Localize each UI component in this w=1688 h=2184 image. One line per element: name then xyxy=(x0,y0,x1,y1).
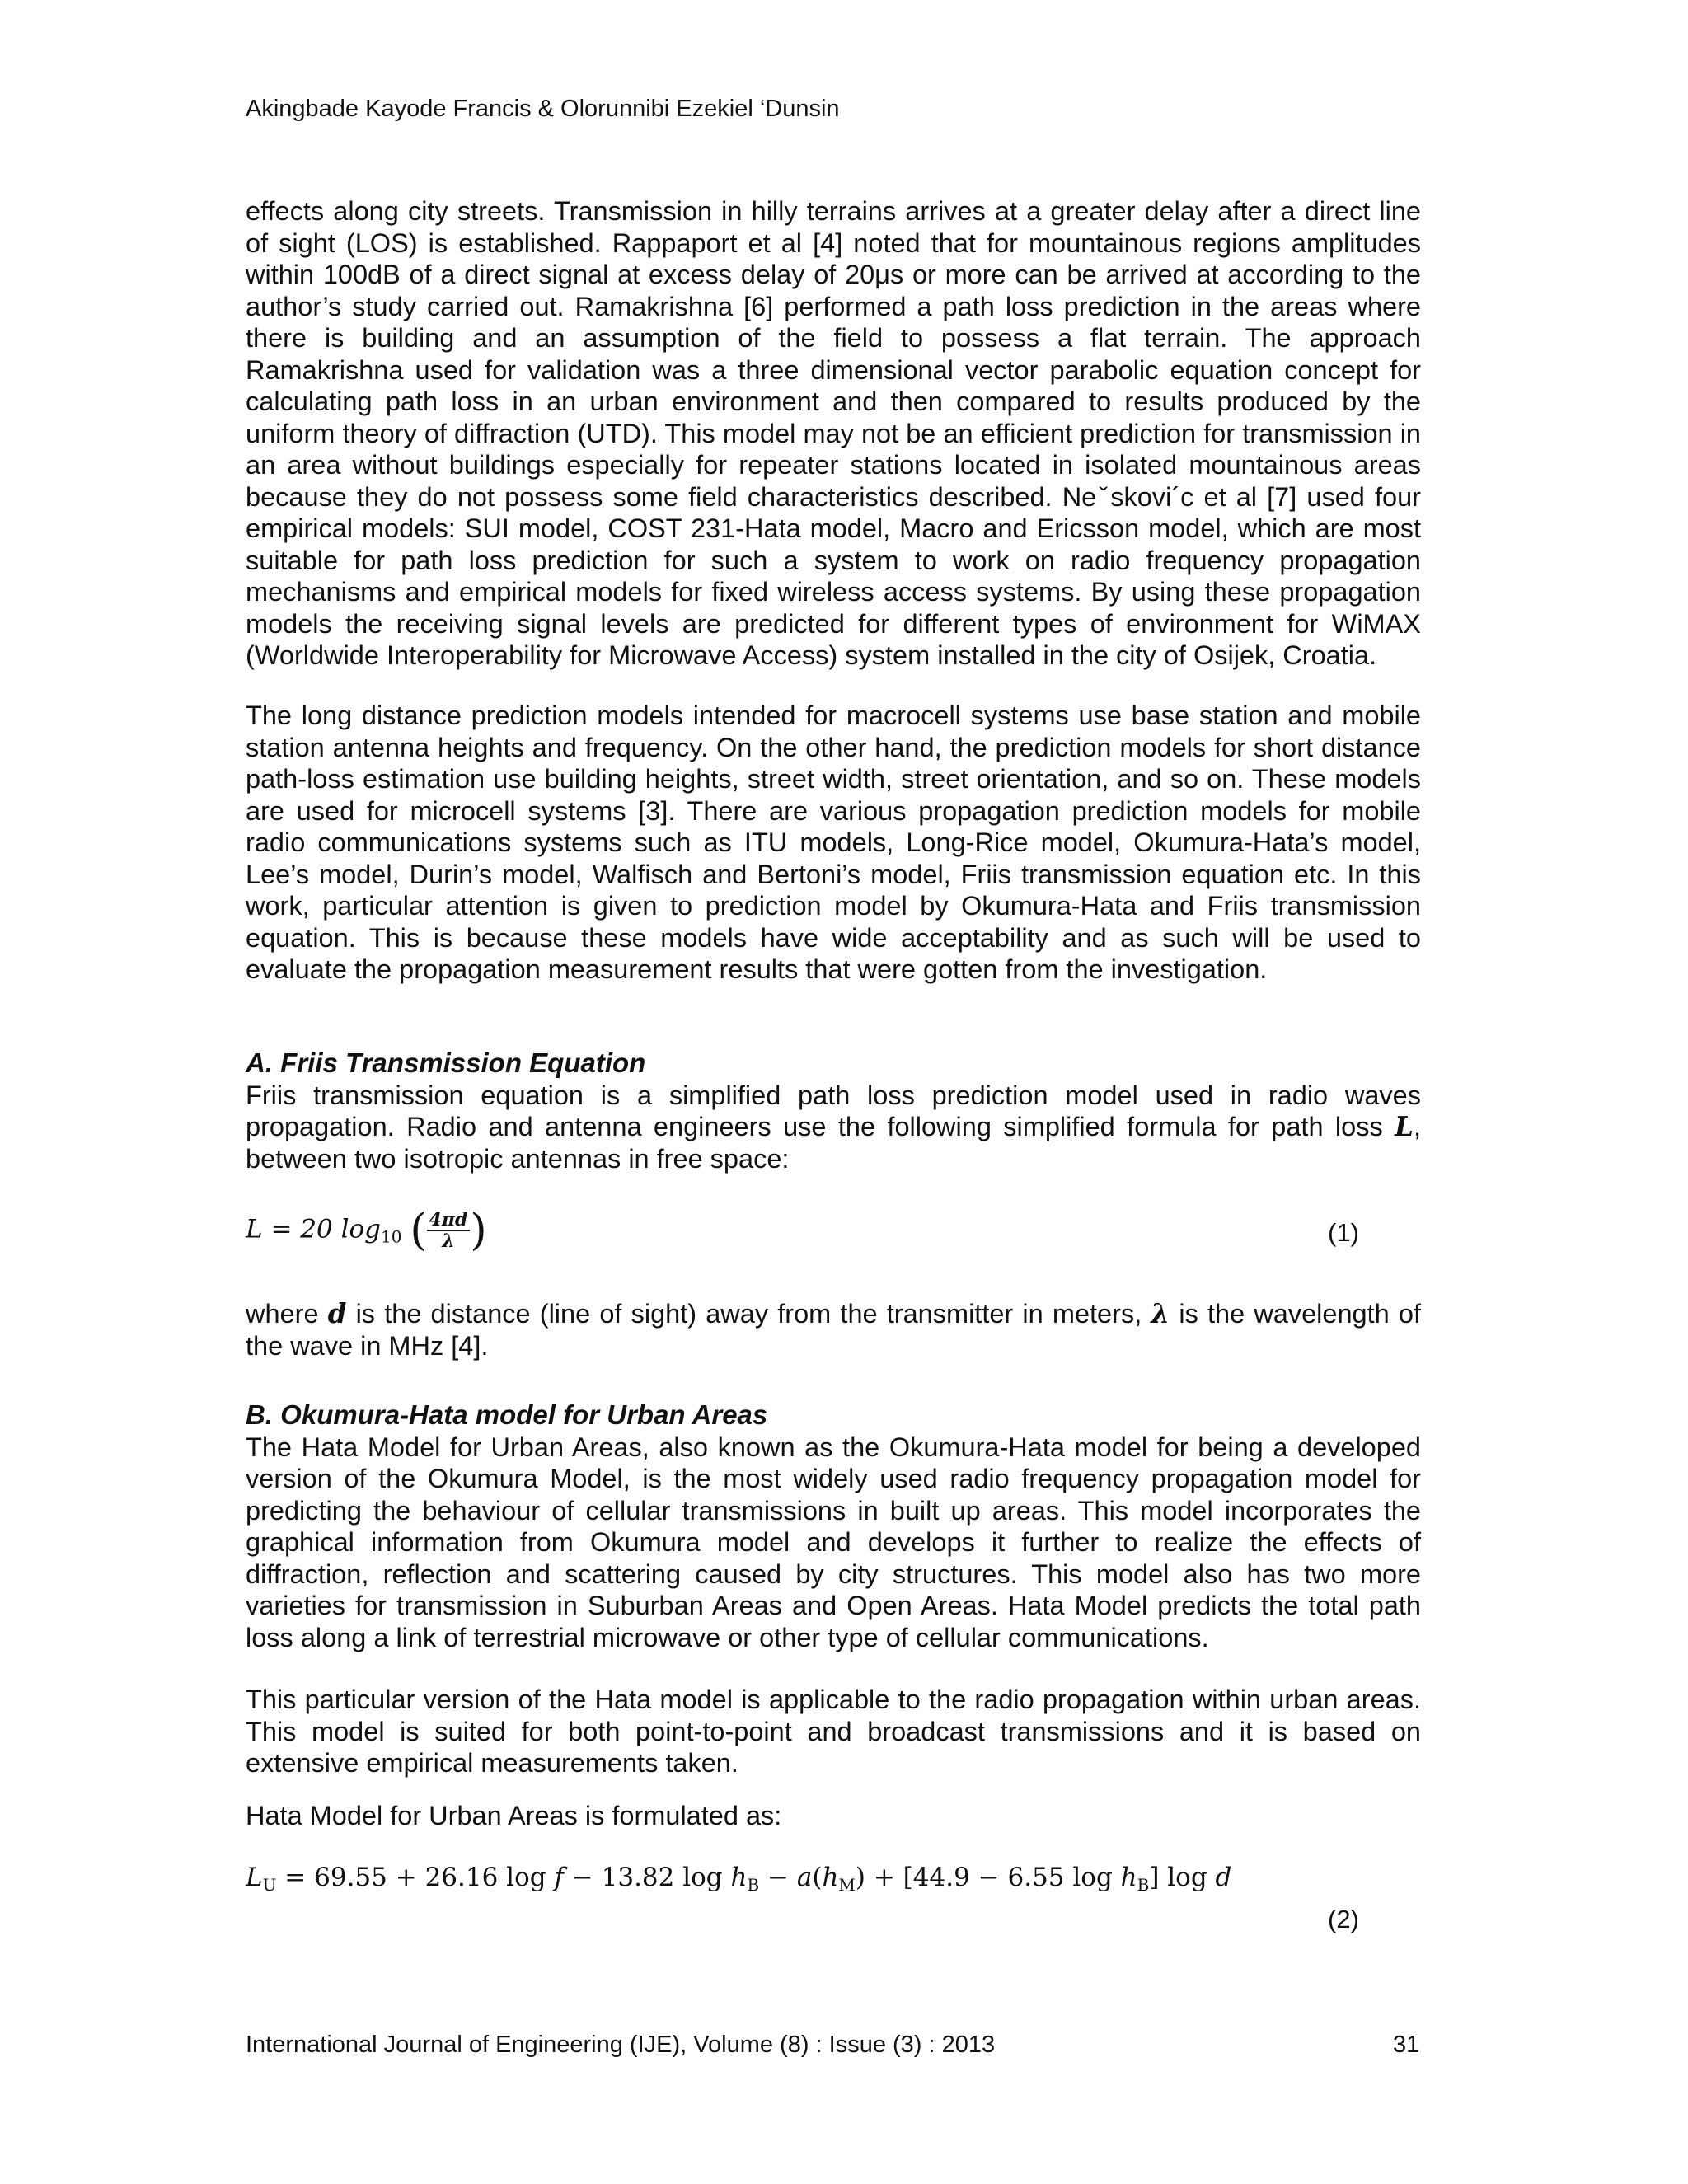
equation-1-number: (1) xyxy=(1328,1218,1359,1247)
eq2-part2: − 13.82 log xyxy=(563,1863,731,1892)
eq2-h3-sub: B xyxy=(1137,1875,1150,1895)
section-b xyxy=(246,1399,1421,1653)
section-b-heading: B. Okumura-Hata model for Urban Areas xyxy=(246,1399,768,1430)
section-a-heading: A. Friis Transmission Equation xyxy=(246,1047,646,1078)
paragraph-2: The long distance prediction models intended for macrocell systems use base station and mobile station antenna heights and frequency. On the other hand, the prediction models for short distance path-loss estimation use building heights, street width, street orientation, and so on. These models are used for microcell systems [3]. There are various propagation prediction models for mobile radio communications systems such as ITU models, Long-Rice model, Okumura-Hata’s model, Lee’s model, Durin’s model, Walfisch and Bertoni’s model, Friis transmission equation etc. In this work, particular attention is given to prediction model by Okumura-Hata and Friis transmission equation. This is because these models have wide acceptability and as such will be used to evaluate the propagation measurement results that were gotten from the investigation. xyxy=(246,701,1421,984)
equation-1 xyxy=(246,1206,487,1255)
eq1-lhs: L = 20 xyxy=(246,1214,341,1244)
paragraph-1: effects along city streets. Transmission in hilly terrains arrives at a greater delay after a direct line of sight (LOS) is established. Rappaport et al [4] noted that for mountainous regions amplitudes within 100dB of a direct signal at excess delay of 20μs or more can be arrived at according to the author’s study carried out. Ramakrishna [6] performed a path loss prediction in the areas where there is building and an assumption of the field to possess a flat terrain. The approach Ramakrishna used for validation was a three dimensional vector parabolic equation concept for calculating path loss in an urban environment and then compared to results produced by the uniform theory of diffraction (UTD). This model may not be an efficient prediction for transmission in an area without buildings especially for repeater stations located in isolated mountainous areas because they do not possess some field characteristics described. Neˇskovi´c et al [7] used four empirical models: SUI model, COST 231-Hata model, Macro and Ericsson model, which are most suitable for path loss prediction for such a system to work on radio frequency propagation mechanisms and empirical models for fixed wireless access systems. By using these propagation models the receiving signal levels are predicted for different types of environment for WiMAX (Worldwide Interoperability for Microwave Access) system installed in the city of Osijek, Croatia. xyxy=(246,196,1421,670)
body-column-top xyxy=(246,195,1421,672)
eq2-part5: ) + [44.9 − 6.55 log xyxy=(855,1863,1121,1892)
eq2-part1: = 69.55 + 26.16 log xyxy=(276,1863,555,1892)
eq2-part3: − xyxy=(759,1863,797,1892)
section-a-paragraph xyxy=(246,1080,1421,1175)
eq2-a: a xyxy=(796,1863,813,1892)
eq1-open-paren: ( xyxy=(410,1206,427,1255)
distance-variable: d xyxy=(327,1297,347,1329)
eq1-denominator: λ xyxy=(442,1230,455,1252)
section-a xyxy=(246,1047,1421,1174)
section-a-text-start: Friis transmission equation is a simplified path loss prediction model used in radio waves propagation. Radio and antenna engineers use the following simplified formula for path loss xyxy=(246,1080,1421,1141)
eq1-log-base: 10 xyxy=(381,1226,402,1247)
eq2-part4: ( xyxy=(812,1863,823,1892)
wavelength-variable: λ xyxy=(1151,1297,1170,1329)
eq2-h2: h xyxy=(822,1863,839,1892)
eq1-close-paren: ) xyxy=(470,1206,487,1255)
eq2-h1: h xyxy=(730,1863,748,1892)
eq2-L: L xyxy=(246,1863,263,1892)
where-text-2: is the distance (line of sight) away from the transmitter in meters, xyxy=(346,1299,1151,1329)
section-b-paragraph-3: Hata Model for Urban Areas is formulated as: xyxy=(246,1801,782,1830)
equation-2-number: (2) xyxy=(1328,1905,1359,1933)
footer-journal: International Journal of Engineering (IJE), Volume (8) : Issue (3) : 2013 xyxy=(246,2032,996,2058)
where-paragraph xyxy=(246,1298,1421,1361)
eq2-L-sub: U xyxy=(262,1875,277,1895)
eq2-d: d xyxy=(1215,1863,1232,1892)
where-block xyxy=(246,1298,1421,1361)
eq2-h3: h xyxy=(1120,1863,1137,1892)
section-b-p2-block xyxy=(246,1684,1421,1779)
section-b-paragraph-2: This particular version of the Hata model is applicable to the radio propagation within urban areas. This model is suited for both point-to-point and broadcast transmissions and it is based on extensive empirical measurements taken. xyxy=(246,1685,1421,1778)
where-text-3: is the wavelength of the wave in MHz [4]. xyxy=(246,1299,1421,1361)
eq2-h1-sub: B xyxy=(747,1875,760,1895)
section-a-text-end: , between two isotropic antennas in free space: xyxy=(246,1112,1421,1174)
footer-page-number: 31 xyxy=(1393,2032,1420,2058)
eq2-h2-sub: M xyxy=(838,1875,856,1895)
eq2-part6: ] log xyxy=(1149,1863,1216,1892)
eq1-numerator: 4πd xyxy=(427,1210,471,1231)
eq1-fraction xyxy=(427,1210,471,1251)
running-header-authors: Akingbade Kayode Francis & Olorunnibi Ezekiel ‘Dunsin xyxy=(246,96,840,122)
section-b-p3-block xyxy=(246,1800,1421,1832)
body-column-p2 xyxy=(246,700,1421,986)
section-b-paragraph-1: The Hata Model for Urban Areas, also known as the Okumura-Hata model for being a developed version of the Okumura Model, is the most widely used radio frequency propagation model for predicting the behaviour of cellular transmissions in built up areas. This model incorporates the graphical information from Okumura model and develops it further to realize the effects of diffraction, reflection and scattering caused by city structures. This model also has two more varieties for transmission in Suburban Areas and Open Areas. Hata Model predicts the total path loss along a link of terrestrial microwave or other type of cellular communications. xyxy=(246,1432,1421,1652)
eq1-log: log xyxy=(340,1214,382,1244)
path-loss-variable: L xyxy=(1395,1110,1414,1142)
equation-2 xyxy=(246,1863,1231,1895)
eq2-f: f xyxy=(554,1863,564,1892)
where-text-1: where xyxy=(246,1299,328,1329)
